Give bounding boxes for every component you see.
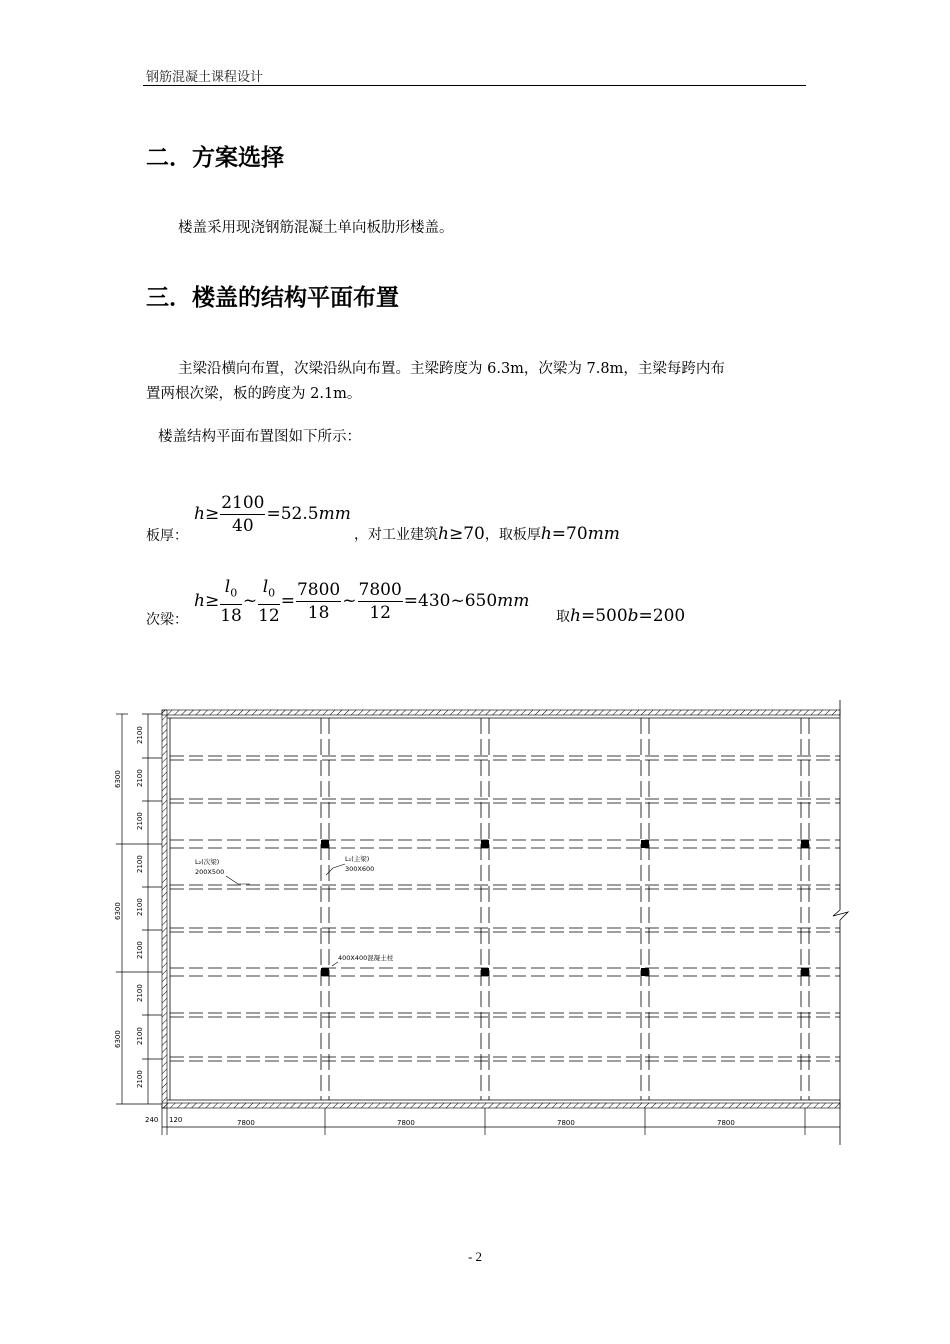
beam-selection-text: 取h=500b=200 <box>556 606 686 626</box>
wall-left <box>162 710 167 1108</box>
svg-text:6300: 6300 <box>114 902 122 920</box>
svg-text:2100: 2100 <box>136 941 144 959</box>
svg-text:7800: 7800 <box>557 1119 575 1127</box>
svg-text:6300: 6300 <box>114 770 122 788</box>
svg-text:2100: 2100 <box>136 1070 144 1088</box>
page-number: - 2 <box>467 1249 483 1264</box>
wall-bottom <box>162 1103 840 1108</box>
bottom-dimension-lines <box>162 1108 840 1135</box>
axis-beams <box>170 840 840 976</box>
running-header: 钢筋混凝土课程设计 <box>146 70 264 85</box>
main-beam-size: 300X600 <box>345 865 375 873</box>
beam-label: 次梁： <box>146 612 188 628</box>
bottom-dimension-text <box>145 1116 735 1127</box>
svg-text:2100: 2100 <box>136 855 144 873</box>
beam-equation: h≥ $\frac{l_0}{18}$ ~ $\frac{l_0}{12}$ = $\frac{7800}{18}$ ~ $\frac{7800}{12}$ =430~650mm <box>194 577 530 627</box>
structural-floor-plan <box>100 690 860 1160</box>
main-beam-label: L₁(主梁) <box>345 855 370 863</box>
wall-top <box>162 710 840 715</box>
section-3-para1-line2: 置两根次梁，板的跨度为 2.1m。 <box>146 386 362 402</box>
section-2-text: 楼盖采用现浇钢筋混凝土单向板肋形楼盖。 <box>178 220 454 236</box>
svg-text:240: 240 <box>145 1116 159 1124</box>
secondary-beams <box>170 756 840 1061</box>
slab-condition-text: ，对工业建筑h≥70，取板厚h=70mm <box>354 524 620 544</box>
secondary-beam-formula <box>146 577 766 633</box>
secondary-beam-label: L₂(次梁) <box>195 858 220 866</box>
svg-text:2100: 2100 <box>136 898 144 916</box>
left-dimension-text <box>114 726 144 1088</box>
svg-text:2100: 2100 <box>136 984 144 1002</box>
section-3-para1-line1: 主梁沿横向布置，次梁沿纵向布置。主梁跨度为 6.3m，次梁为 7.8m，主梁每跨内布 <box>178 361 725 377</box>
slab-label: 板厚： <box>146 528 188 544</box>
svg-text:120: 120 <box>169 1116 183 1124</box>
section-2-heading: 二．方案选择 <box>146 145 284 171</box>
svg-text:7800: 7800 <box>237 1119 255 1127</box>
break-line <box>833 910 848 920</box>
svg-text:2100: 2100 <box>136 812 144 830</box>
svg-text:2100: 2100 <box>136 726 144 744</box>
svg-text:6300: 6300 <box>114 1030 122 1048</box>
slab-fraction: $\frac{2100}{40}$ <box>221 493 265 536</box>
section-3-para2: 楼盖结构平面布置图如下所示： <box>158 429 361 445</box>
columns <box>321 840 809 976</box>
svg-text:2100: 2100 <box>136 1027 144 1045</box>
main-beams <box>321 718 809 1100</box>
section-3-heading: 三．楼盖的结构平面布置 <box>146 285 399 311</box>
svg-text:7800: 7800 <box>717 1119 735 1127</box>
svg-text:7800: 7800 <box>397 1119 415 1127</box>
secondary-beam-size: 200X500 <box>195 868 225 876</box>
svg-text:2100: 2100 <box>136 769 144 787</box>
slab-equation: h≥ $\frac{2100}{40}$ =52.5mm <box>194 493 351 536</box>
column-label: 400X400混凝土柱 <box>338 954 394 962</box>
header-rule <box>143 85 806 86</box>
slab-thickness-formula <box>146 493 766 549</box>
